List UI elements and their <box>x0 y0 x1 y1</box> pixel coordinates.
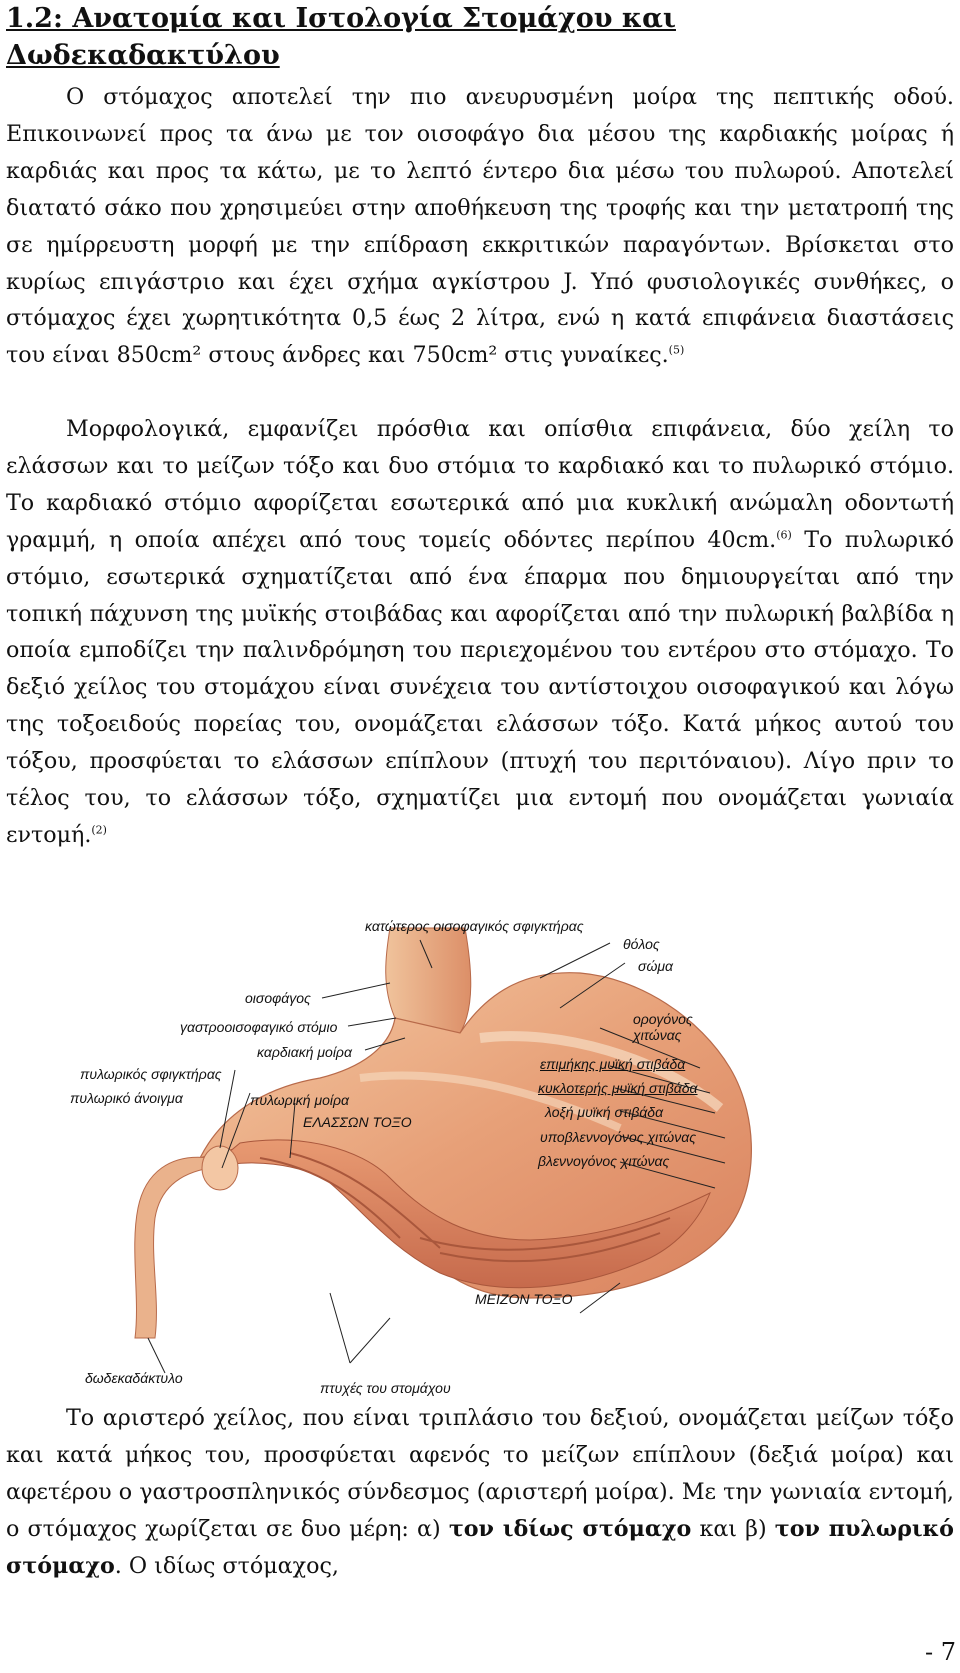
reference-marker: (6) <box>776 528 792 542</box>
label-body: σώμα <box>638 958 673 974</box>
label-pyloric-sphincter: πυλωρικός σφιγκτήρας <box>80 1066 222 1082</box>
label-serosa: ορογόνος χιτώνας <box>633 1011 693 1043</box>
bold-term-pyloric-stomach: τον πυλωρικό στόμαχο <box>6 1515 954 1579</box>
paragraph-greater-curvature <box>6 1400 954 1585</box>
label-cardia: καρδιακή μοίρα <box>257 1044 352 1060</box>
paragraph-morphology <box>6 411 954 854</box>
reference-marker: (2) <box>91 823 107 837</box>
label-gastric-folds: πτυχές του στομάχου <box>320 1380 451 1396</box>
paragraph-greater-curvature-text-b: και β) <box>691 1515 775 1542</box>
label-duodenum: δωδεκαδάκτυλο <box>85 1370 183 1386</box>
reference-marker: (5) <box>668 343 685 357</box>
stomach-anatomy-figure <box>60 918 830 1398</box>
label-esophagus: οισοφάγος <box>245 990 311 1006</box>
label-submucosa: υποβλεννογόνος χιτώνας <box>540 1129 696 1145</box>
stomach-illustration <box>60 918 830 1398</box>
label-longitudinal-muscle: επιμήκης μυϊκή στιβάδα <box>540 1056 686 1072</box>
paragraph-morphology-text-a: Μορφολογικά, εμφανίζει πρόσθια και οπίσθια επιφάνεια, δύο χείλη το ελάσσων και το μείζων τόξο και δυο στόμια το καρδιακό και το πυλωρικό στόμιο. Το καρδιακό στόμιο αφορίζεται εσωτερικά από μια κυκλική ανώμαλη οδοντωτή γραμμή, η οποία απέχει από τους τομείς οδόντες περίπου 40cm. <box>6 416 954 553</box>
label-lesser-curvature: ΕΛΑΣΣΩΝ ΤΟΞΟ <box>303 1114 412 1130</box>
bold-term-fundus-stomach: τον ιδίως στόμαχο <box>448 1515 692 1542</box>
paragraph-morphology-text-b: Το πυλωρικό στόμιο, εσωτερικά σχηματίζεται από ένα έπαρμα που δημιουργείται από την τοπική πάχυνση της μυϊκής στοιβάδας και αφορίζεται από την πυλωρική βαλβίδα η οποία εμποδίζει την παλινδρόμηση του περιεχομένου του εντέρου στο στόμαχο. Το δεξιό χείλος του στομάχου είναι συνέχεια του αντίστοιχου οισοφαγικού και λόγω της τοξοειδούς πορείας του, ονομάζεται ελάσσων τόξο. Κατά μήκος αυτού του τόξου, προσφύεται το ελάσσων επίπλουν (πτυχή του περιτόναιου). Λίγο πριν το τέλος του, το ελάσσων τόξο, σχηματίζει μια εντομή που ονομάζεται γωνιαία εντομή. <box>6 526 954 848</box>
paragraph-greater-curvature-text-a: Το αριστερό χείλος, που είναι τριπλάσιο του δεξιού, ονομάζεται μείζων τόξο και κατά μήκος του, προσφύεται αφενός το μείζων επίπλουν (δεξιά μοίρα) και αφετέρου ο γαστροσπληνικός σύνδεσμος (αριστερή μοίρα). Με την γωνιαία εντομή, ο στόμαχος χωρίζεται σε δυο μέρη: α) <box>6 1405 954 1542</box>
paragraph-greater-curvature-text-c: . Ο ιδίως στόμαχος, <box>114 1552 339 1579</box>
page-number: - 7 <box>924 1638 956 1666</box>
label-oblique-muscle: λοξή μυϊκή στιβάδα <box>545 1104 664 1120</box>
label-pyloric-part: πυλωρική μοίρα <box>250 1092 350 1108</box>
section-title: 1.2: Ανατομία και Ιστολογία Στομάχου και Δωδεκαδακτύλου <box>6 3 676 71</box>
label-fundus: θόλος <box>623 936 660 952</box>
label-mucosa: βλεννογόνος χιτώνας <box>538 1153 670 1169</box>
label-circular-muscle: κυκλοτερής μυϊκή στιβάδα <box>538 1080 698 1096</box>
label-gastroesophageal-junction: γαστροοισοφαγικό στόμιο <box>180 1019 338 1035</box>
paragraph-intro-text: Ο στόμαχος αποτελεί την πιο ανευρυσμένη μοίρα της πεπτικής οδού. Επικοινωνεί προς τα άνω με τον οισοφάγο δια μέσου της καρδιακής μοίρας ή καρδιάς και προς τα κάτω, με το λεπτό έντερο δια μέσω του πυλωρού. Αποτελεί διατατό σάκο που χρησιμεύει στην αποθήκευση της τροφής και την μετατροπή της σε ημίρρευστη μορφή με την επίδραση εκκριτικών παραγόντων. Βρίσκεται στο κυρίως επιγάστριο και έχει σχήμα αγκίστρου J. Υπό φυσιολογικές συνθήκες, ο στόμαχος έχει χωρητικότητα 0,5 έως 2 λίτρα, ενώ η κατά επιφάνεια διαστάσεις του είναι 850cm² στους άνδρες και 750cm² στις γυναίκες. <box>6 84 954 369</box>
label-pyloric-opening: πυλωρικό άνοιγμα <box>70 1090 183 1106</box>
paragraph-intro <box>6 79 954 374</box>
label-lower-esophageal-sphincter: κατώτερος οισοφαγικός σφιγκτήρας <box>365 918 584 934</box>
label-greater-curvature: ΜΕΙΖΟΝ ΤΟΞΟ <box>475 1291 573 1307</box>
